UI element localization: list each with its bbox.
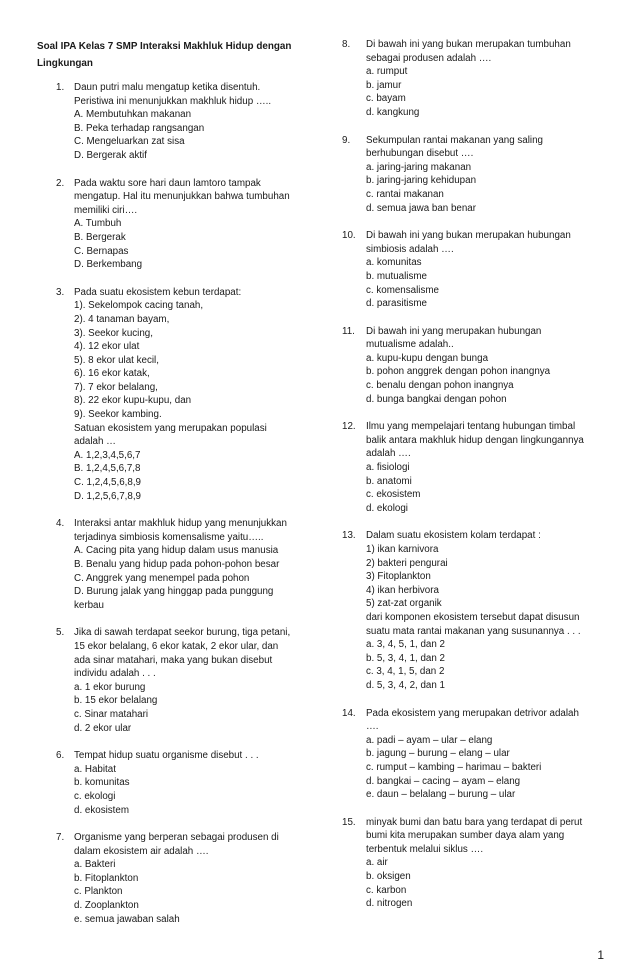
answer-option: b. komunitas xyxy=(74,777,130,789)
question-text-line: 2) bakteri pengurai xyxy=(366,557,448,569)
answer-option: a. air xyxy=(366,857,388,869)
question-text-line: Satuan ekosistem yang merupakan populasi xyxy=(74,422,267,434)
question-number: 1. xyxy=(56,82,65,93)
answer-option: c. 3, 4, 1, 5, dan 2 xyxy=(366,666,445,678)
question-4 xyxy=(37,517,319,612)
page-number: 1 xyxy=(597,948,604,962)
question-text-line: 1). Sekelompok cacing tanah, xyxy=(74,300,204,312)
question-text-line: 3). Seekor kucing, xyxy=(74,327,153,339)
right-column xyxy=(330,38,606,925)
answer-option: a. komunitas xyxy=(366,257,422,269)
question-number: 14. xyxy=(342,707,356,719)
answer-option: d. ekosistem xyxy=(74,804,129,816)
question-text-line: 6). 16 ekor katak, xyxy=(74,368,150,380)
question-text-line: 4) ikan herbivora xyxy=(366,584,439,596)
answer-option: a. padi – ayam – ular – elang xyxy=(366,734,493,746)
question-text-line: dari komponen ekosistem tersebut dapat disusun xyxy=(366,611,580,623)
answer-option: c. komensalisme xyxy=(366,284,439,296)
question-text-line: 5). 8 ekor ulat kecil, xyxy=(74,354,159,366)
answer-option: D. 1,2,5,6,7,8,9 xyxy=(74,490,141,502)
answer-option: D. Bergerak aktif xyxy=(74,149,147,161)
question-text-line: Pada suatu ekosistem kebun terdapat: xyxy=(74,286,242,298)
question-number: 13. xyxy=(342,530,356,542)
question-text-line: 4). 12 ekor ulat xyxy=(74,341,140,353)
answer-option: b. jagung – burung – elang – ular xyxy=(366,748,510,760)
question-text-line: 1) ikan karnivora xyxy=(366,544,439,555)
answer-option: c. rumput – kambing – harimau – bakteri xyxy=(366,761,542,773)
question-text-line: bumi kita merupakan sumber daya alam yang xyxy=(366,830,565,842)
question-text-line: memiliki ciri…. xyxy=(74,204,138,216)
question-number: 5. xyxy=(56,627,65,639)
question-text-line: Tempat hidup suatu organisme disebut . . . xyxy=(74,750,259,762)
answer-option: d. ekologi xyxy=(366,502,408,514)
question-text-line: Pada ekosistem yang merupakan detrivor adalah xyxy=(366,707,579,719)
question-number: 10. xyxy=(342,230,356,242)
answer-option: c. rantai makanan xyxy=(366,188,444,200)
question-text-line: mutualisme adalah.. xyxy=(366,339,454,351)
answer-option: a. kupu-kupu dengan bunga xyxy=(366,352,489,364)
question-text-line: Dalam suatu ekosistem kolam terdapat : xyxy=(366,530,541,542)
answer-option: C. Bernapas xyxy=(74,245,129,257)
answer-option: c. ekologi xyxy=(74,790,116,802)
answer-option: C. Anggrek yang menempel pada pohon xyxy=(74,572,250,584)
answer-option: d. semua jawa ban benar xyxy=(366,202,477,214)
answer-option: B. 1,2,4,5,6,7,8 xyxy=(74,463,141,475)
question-text-line: simbiosis adalah …. xyxy=(366,243,454,255)
answer-option: d. 5, 3, 4, 2, dan 1 xyxy=(366,679,445,691)
question-text-line: minyak bumi dan batu bara yang terdapat di perut xyxy=(366,816,583,828)
answer-option: B. Peka terhadap rangsangan xyxy=(74,122,205,134)
title-line: Soal IPA Kelas 7 SMP Interaksi Makhluk Hidup dengan xyxy=(37,41,292,52)
answer-option: b. jaring-jaring kehidupan xyxy=(366,175,477,187)
question-text-line: terjadinya simbiosis komensalisme yaitu….. xyxy=(74,531,264,543)
question-text-line: Ilmu yang mempelajari tentang hubungan timbal xyxy=(366,421,576,433)
question-body xyxy=(366,816,606,911)
answer-option: c. benalu dengan pohon inangnya xyxy=(366,380,514,392)
question-body xyxy=(74,831,319,926)
answer-option: a. Habitat xyxy=(74,763,116,775)
question-number: 8. xyxy=(342,39,351,50)
document-title xyxy=(37,38,319,72)
answer-option: D. Burung jalak yang hinggap pada punggung xyxy=(74,586,274,598)
question-text-line: …. xyxy=(366,721,379,733)
answer-option: b. 15 ekor belalang xyxy=(74,695,158,707)
answer-option: b. 5, 3, 4, 1, dan 2 xyxy=(366,652,445,664)
question-text-line: individu adalah . . . xyxy=(74,668,156,680)
answer-option: C. 1,2,4,5,6,8,9 xyxy=(74,477,141,489)
question-body xyxy=(366,229,606,311)
answer-option: a. fisiologi xyxy=(366,462,410,474)
answer-option: a. Bakteri xyxy=(74,859,116,871)
question-text-line: Sekumpulan rantai makanan yang saling xyxy=(366,134,543,146)
question-1 xyxy=(37,81,319,163)
question-text-line: mengatup. Hal itu menunjukkan bahwa tumbuhan xyxy=(74,191,290,203)
question-3 xyxy=(37,286,319,504)
question-body xyxy=(74,626,319,735)
question-body xyxy=(366,38,606,120)
question-text-line: suatu mata rantai makanan yang susunannya . . . xyxy=(366,625,581,637)
answer-option: b. mutualisme xyxy=(366,270,427,282)
question-text-line: berhubungan disebut …. xyxy=(366,148,474,160)
question-text-line: 9). Seekor kambing. xyxy=(74,409,162,421)
question-body xyxy=(366,529,606,692)
question-number: 9. xyxy=(342,134,351,146)
question-2 xyxy=(37,177,319,272)
question-body xyxy=(74,81,319,163)
question-10 xyxy=(330,229,606,311)
question-body xyxy=(366,134,606,216)
question-7 xyxy=(37,831,319,926)
question-text-line: dalam ekosistem air adalah …. xyxy=(74,845,209,857)
question-text-line: terbentuk melalui siklus …. xyxy=(366,843,484,855)
question-body xyxy=(74,177,319,272)
left-column xyxy=(37,38,319,940)
answer-option: b. Fitoplankton xyxy=(74,872,139,884)
question-text-line: balik antara makhluk hidup dengan lingkungannya xyxy=(366,434,584,446)
question-text-line: 3) Fitoplankton xyxy=(366,571,431,583)
question-number: 11. xyxy=(342,325,355,337)
answer-option: A. Membutuhkan makanan xyxy=(74,109,192,121)
answer-option: d. kangkung xyxy=(366,106,420,118)
right-question-list xyxy=(330,38,606,911)
question-number: 4. xyxy=(56,518,65,530)
left-question-list xyxy=(37,81,319,926)
answer-option: c. karbon xyxy=(366,884,407,896)
question-text-line: Di bawah ini yang bukan merupakan tumbuhan xyxy=(366,39,571,50)
question-text-line: Di bawah ini yang merupakan hubungan xyxy=(366,325,542,337)
answer-option: c. bayam xyxy=(366,93,406,105)
question-text-line: sebagai produsen adalah …. xyxy=(366,52,492,64)
question-text-line: 7). 7 ekor belalang, xyxy=(74,381,158,393)
answer-option: d. bunga bangkai dengan pohon xyxy=(366,393,507,405)
question-text-line: 8). 22 ekor kupu-kupu, dan xyxy=(74,395,192,407)
question-text-line: Pada waktu sore hari daun lamtoro tampak xyxy=(74,177,261,189)
question-body xyxy=(74,749,319,817)
question-number: 6. xyxy=(56,750,65,762)
question-11 xyxy=(330,325,606,407)
question-text-line: adalah … xyxy=(74,436,116,448)
answer-option: a. jaring-jaring makanan xyxy=(366,161,472,173)
question-text-line: Jika di sawah terdapat seekor burung, tiga petani, xyxy=(74,627,291,639)
answer-option: d. 2 ekor ular xyxy=(74,722,132,734)
question-body xyxy=(366,420,606,515)
question-text-line: 15 ekor belalang, 6 ekor katak, 2 ekor ular, dan xyxy=(74,640,279,652)
question-text-line: 5) zat-zat organik xyxy=(366,598,442,610)
answer-option: A. Cacing pita yang hidup dalam usus manusia xyxy=(74,545,279,557)
question-text-line: Interaksi antar makhluk hidup yang menunjukkan xyxy=(74,518,287,530)
answer-option: d. nitrogen xyxy=(366,898,413,910)
question-number: 15. xyxy=(342,816,356,828)
answer-option: a. 3, 4, 5, 1, dan 2 xyxy=(366,639,445,651)
answer-option: b. oksigen xyxy=(366,871,411,883)
question-body xyxy=(74,286,319,504)
question-text-line: ada sinar matahari, maka yang bukan disebut xyxy=(74,654,273,666)
answer-option: e. daun – belalang – burung – ular xyxy=(366,789,516,801)
answer-option: c. Plankton xyxy=(74,886,123,898)
answer-option: C. Mengeluarkan zat sisa xyxy=(74,136,185,148)
answer-option: a. 1 ekor burung xyxy=(74,681,146,693)
question-text-line: 2). 4 tanaman bayam, xyxy=(74,313,170,325)
answer-option: kerbau xyxy=(74,599,104,611)
question-9 xyxy=(330,134,606,216)
answer-option: A. Tumbuh xyxy=(74,218,122,230)
answer-option: A. 1,2,3,4,5,6,7 xyxy=(74,449,141,461)
answer-option: b. anatomi xyxy=(366,475,412,487)
question-text-line: Daun putri malu mengatup ketika disentuh. xyxy=(74,82,261,93)
question-body xyxy=(366,707,606,802)
answer-option: D. Berkembang xyxy=(74,259,143,271)
answer-option: B. Bergerak xyxy=(74,231,126,243)
question-12 xyxy=(330,420,606,515)
question-6 xyxy=(37,749,319,817)
answer-option: b. pohon anggrek dengan pohon inangnya xyxy=(366,366,551,378)
question-body xyxy=(366,325,606,407)
question-text-line: Organisme yang berperan sebagai produsen di xyxy=(74,832,279,844)
question-number: 2. xyxy=(56,177,65,189)
question-8 xyxy=(330,38,606,120)
question-5 xyxy=(37,626,319,735)
question-text-line: Peristiwa ini menunjukkan makhluk hidup ….. xyxy=(74,95,272,107)
answer-option: a. rumput xyxy=(366,66,408,78)
question-number: 7. xyxy=(56,832,65,844)
question-text-line: Di bawah ini yang bukan merupakan hubungan xyxy=(366,230,571,242)
question-15 xyxy=(330,816,606,911)
title-line: Lingkungan xyxy=(37,58,93,69)
answer-option: B. Benalu yang hidup pada pohon-pohon besar xyxy=(74,559,280,570)
question-text-line: adalah …. xyxy=(366,448,411,460)
question-13 xyxy=(330,529,606,692)
answer-option: d. bangkai – cacing – ayam – elang xyxy=(366,775,521,787)
answer-option: e. semua jawaban salah xyxy=(74,913,180,925)
answer-option: c. ekosistem xyxy=(366,489,421,501)
question-14 xyxy=(330,707,606,802)
question-number: 3. xyxy=(56,286,65,298)
answer-option: b. jamur xyxy=(366,79,402,91)
answer-option: c. Sinar matahari xyxy=(74,708,149,720)
answer-option: d. Zooplankton xyxy=(74,900,139,912)
question-number: 12. xyxy=(342,421,356,433)
question-body xyxy=(74,517,319,612)
answer-option: d. parasitisme xyxy=(366,298,427,310)
